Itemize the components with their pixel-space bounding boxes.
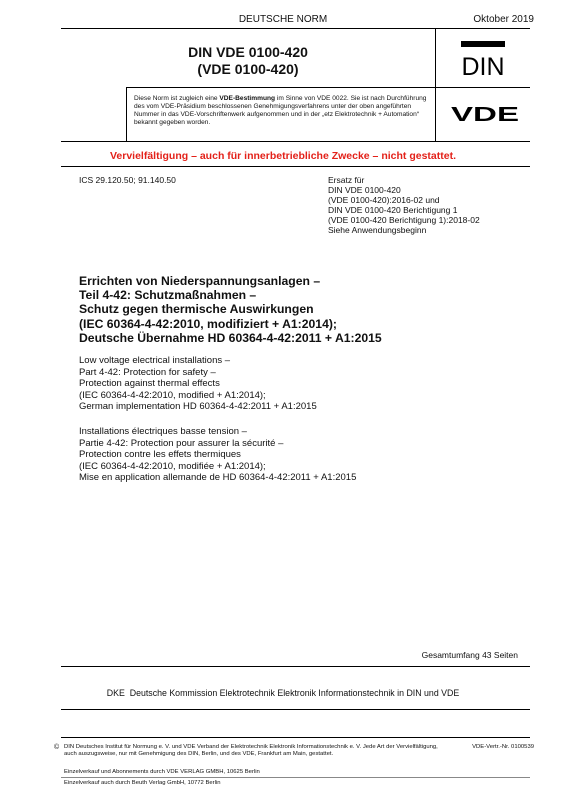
din-logo-text: DIN bbox=[461, 53, 505, 80]
title-german-line: Schutz gegen thermische Auswirkungen bbox=[79, 302, 314, 317]
title-english bbox=[79, 355, 317, 413]
title-english-line: Low voltage electrical installations – bbox=[79, 355, 231, 366]
footer-rule bbox=[61, 737, 530, 738]
vde-logo bbox=[449, 103, 521, 123]
norm-type: DEUTSCHE NORM bbox=[238, 14, 328, 25]
top-rule bbox=[61, 28, 530, 29]
title-french-line: Mise en application allemande de HD 60364-4-42:2011 + A1:2015 bbox=[79, 472, 357, 484]
total-pages: Gesamtumfang 43 Seiten bbox=[421, 650, 518, 660]
supersedes-block bbox=[328, 175, 480, 235]
title-english-line: German implementation HD 60364-4-42:2011 + A1:2015 bbox=[79, 401, 317, 413]
vde-logo-text: VDE bbox=[451, 104, 519, 123]
warning-rule bbox=[61, 166, 530, 167]
notice-prefix: Diese Norm ist zugleich eine bbox=[134, 95, 220, 102]
copyright-text: DIN Deutsches Institut für Normung e. V. und VDE Verband der Elektrotechnik Elektronik Informationstechnik e. V. Jede Art der Vervielfältigung, auch auszugsweise, nur mit Genehmigung des DIN, Berlin, und des VDE, Frankfurt am Main, gestattet. bbox=[64, 744, 438, 757]
title-french-line: Protection contre les effets thermiques bbox=[79, 449, 241, 461]
vde-contract-number: VDE-Vertr.-Nr. 0100539 bbox=[472, 744, 534, 750]
title-german-line: Teil 4-42: Schutzmaßnahmen – bbox=[79, 288, 257, 303]
notice-suffix: im Sinne von VDE 0022. Sie ist nach Durchführung des vom VDE-Präsidium beschlossenen Genehmigungsverfahrens unter der oben angeführten Nummer in das VDE-Vorschriftenwerk aufgenommen und in der „etz Elektrotechnik + Automation“ bekannt gegeben worden. bbox=[134, 95, 427, 126]
standard-title-block bbox=[61, 44, 435, 78]
standard-id: DIN VDE 0100-420 bbox=[188, 44, 308, 60]
dke-top-rule bbox=[61, 666, 530, 667]
copyright-notice bbox=[54, 744, 452, 758]
supersedes-line: DIN VDE 0100-420 Berichtigung 1 bbox=[328, 205, 458, 215]
title-french-line: (IEC 60364-4-42:2010, modifiée + A1:2014); bbox=[79, 460, 266, 472]
notice-left-rule bbox=[126, 87, 127, 141]
title-german bbox=[79, 274, 382, 345]
header-mid-rule bbox=[126, 87, 530, 88]
publication-date: Oktober 2019 bbox=[473, 14, 534, 25]
supersedes-line: (VDE 0100-420 Berichtigung 1):2018-02 bbox=[328, 215, 480, 225]
ics-codes: ICS 29.120.50; 91.140.50 bbox=[79, 175, 176, 185]
supersedes-line: Siehe Anwendungsbeginn bbox=[328, 225, 427, 235]
title-german-line: Errichten von Niederspannungsanlagen – bbox=[79, 274, 321, 288]
supersedes-line: (VDE 0100-420):2016-02 und bbox=[328, 195, 440, 205]
header-divider bbox=[435, 28, 436, 141]
reproduction-warning: Vervielfältigung – auch für innerbetriebliche Zwecke – nicht gestattet. bbox=[109, 150, 456, 162]
supersedes-line: DIN VDE 0100-420 bbox=[328, 185, 401, 195]
dke-bottom-rule bbox=[61, 709, 530, 710]
sales-vde-verlag: Einzelverkauf und Abonnements durch VDE VERLAG GMBH, 10625 Berlin bbox=[64, 769, 260, 775]
title-french-line: Partie 4-42: Protection pour assurer la sécurité – bbox=[79, 437, 284, 449]
din-logo bbox=[460, 40, 506, 80]
sales-beuth-verlag: Einzelverkauf auch durch Beuth Verlag GmbH, 10772 Berlin bbox=[64, 780, 221, 786]
notice-bold: VDE-Bestimmung bbox=[219, 95, 276, 102]
supersedes-line: Ersatz für bbox=[328, 175, 365, 185]
title-german-line: (IEC 60364-4-42:2010, modifiziert + A1:2014); bbox=[79, 316, 337, 331]
title-french-line: Installations électriques basse tension – bbox=[79, 426, 247, 437]
title-french bbox=[79, 426, 356, 484]
header-bottom-rule bbox=[61, 141, 530, 142]
vde-classification: (VDE 0100-420) bbox=[197, 61, 299, 77]
copyright-symbol: © bbox=[54, 744, 60, 751]
title-english-line: Protection against thermal effects bbox=[79, 378, 220, 390]
dke-line: DKE Deutsche Kommission Elektrotechnik Elektronik Informationstechnik in DIN und VDE bbox=[106, 688, 460, 698]
title-english-line: Part 4-42: Protection for safety – bbox=[79, 366, 216, 378]
title-english-line: (IEC 60364-4-42:2010, modified + A1:2014); bbox=[79, 389, 266, 401]
vde-notice bbox=[134, 95, 434, 127]
title-german-line: Deutsche Übernahme HD 60364-4-42:2011 + A1:2015 bbox=[79, 330, 382, 345]
footer-sales-rule bbox=[61, 777, 530, 778]
